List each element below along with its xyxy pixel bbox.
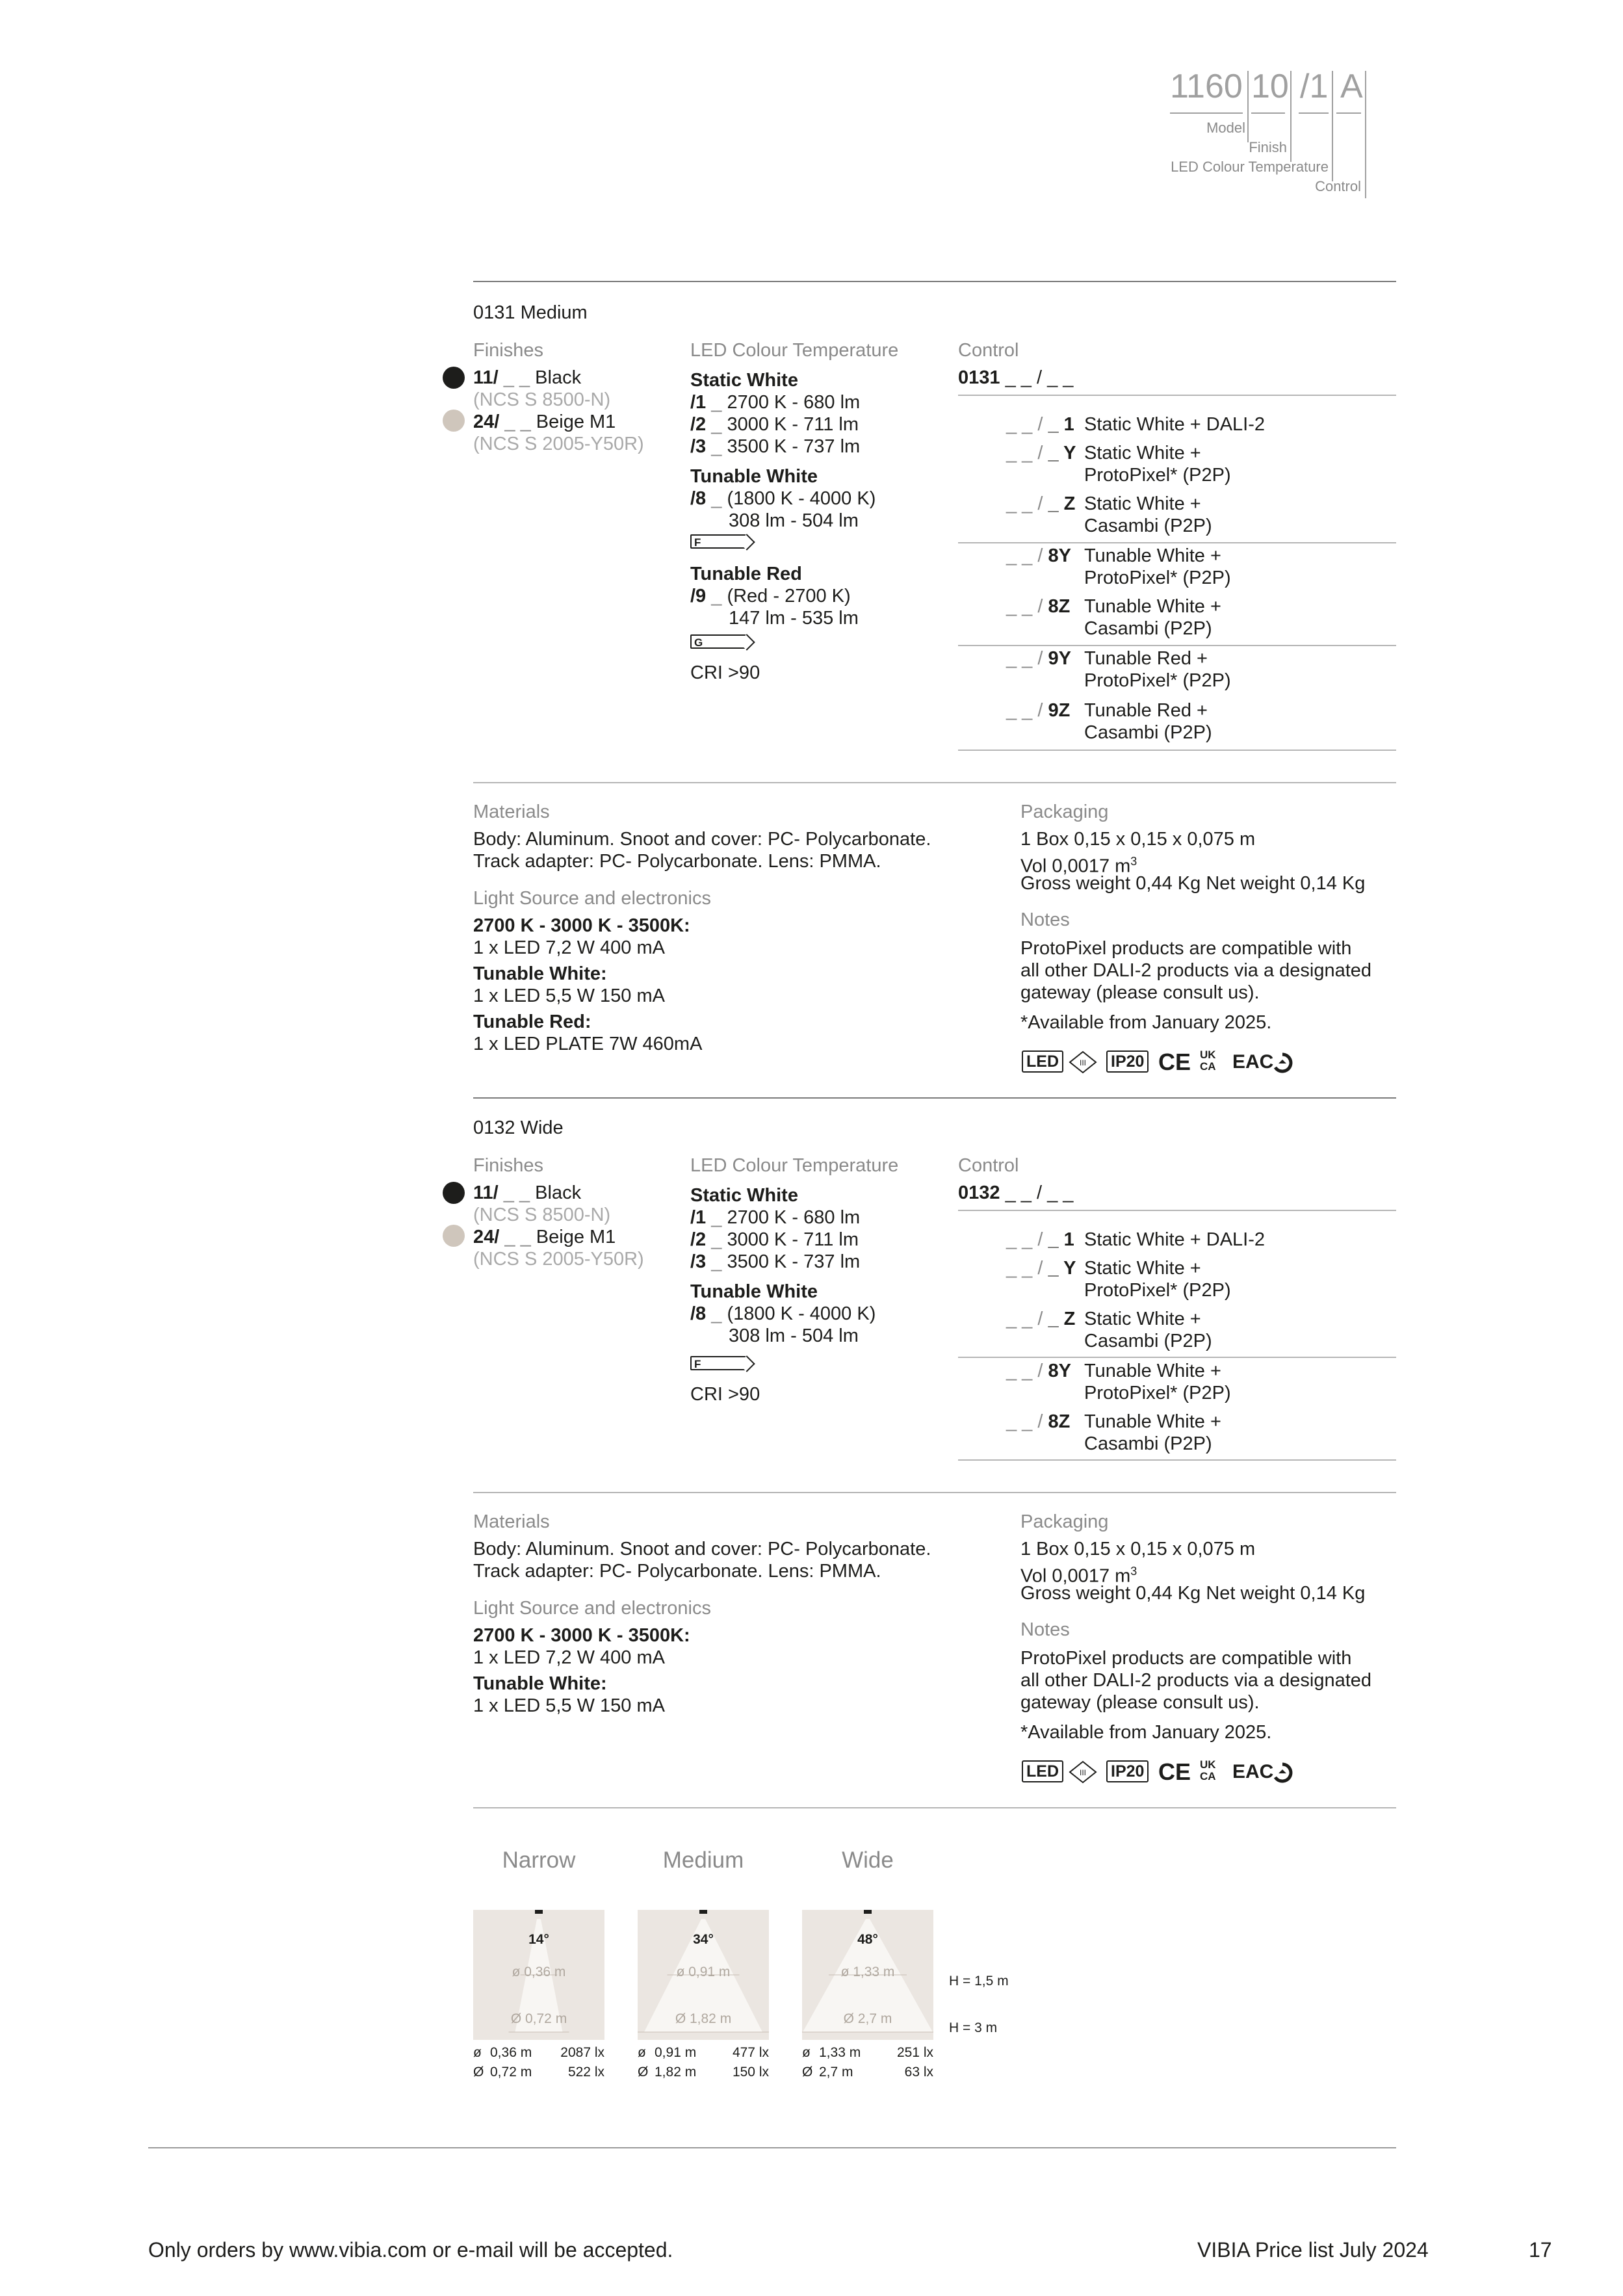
packaging-box: 1 Box 0,15 x 0,15 x 0,075 m [1020,1539,1256,1559]
beam-diameter-1: ø 0,91 m [676,1964,731,1979]
materials-heading: Materials [473,802,550,822]
finish-ncs: (NCS S 2005-Y50R) [473,1249,644,1270]
packaging-box: 1 Box 0,15 x 0,15 x 0,075 m [1020,829,1256,850]
finishes-heading: Finishes [473,1155,543,1176]
light-source-value: 1 x LED 5,5 W 150 mA [473,985,665,1006]
tunable-red-heading: Tunable Red [690,564,802,584]
finish-ncs: (NCS S 8500-N) [473,1205,611,1225]
packaging-heading: Packaging [1020,1511,1109,1532]
eac-mark-icon: EAC [1232,1051,1274,1073]
control-option-label: ProtoPixel* (P2P) [1084,567,1231,588]
control-option-label: ProtoPixel* (P2P) [1084,1280,1231,1301]
section2-title: 0132 Wide [473,1117,564,1138]
recycle-icon [1271,1052,1293,1074]
control-heading: Control [958,340,1019,361]
led-option: /8 _ (1800 K - 4000 K) [690,1303,876,1324]
svg-text:III: III [1079,1058,1087,1067]
light-source-value: 1 x LED 7,2 W 400 mA [473,937,665,958]
certification-icons [1020,1759,1306,1788]
static-white-heading: Static White [690,1185,798,1206]
light-source-label: 2700 K - 3000 K - 3500K: [473,915,690,936]
finish-ncs: (NCS S 2005-Y50R) [473,434,644,454]
beam-lux-diameter: 0,36 m [490,2045,532,2060]
light-source-label: Tunable Red: [473,1011,591,1032]
label-control: Control [1315,178,1361,194]
led-lumen: 308 lm - 504 lm [729,510,859,531]
notes-heading: Notes [1020,1619,1070,1640]
finish-swatch-black [443,367,465,389]
beam-diameter-2: Ø 1,82 m [675,2011,732,2026]
finish-option: 11/ _ _ Black [473,1182,582,1203]
beam-lux-diameter: 0,91 m [655,2045,697,2060]
led-lumen: 147 lm - 535 lm [729,608,859,629]
notes-text: ProtoPixel products are compatible with [1020,938,1352,959]
led-option: /2 _ 3000 K - 711 lm [690,414,859,435]
beam-angle: 34° [693,1932,714,1947]
svg-text:III: III [1079,1768,1087,1777]
notes-text: ProtoPixel products are compatible with [1020,1648,1352,1669]
control-option-label: Static White + DALI-2 [1084,414,1266,435]
model-code: 1160 [1170,68,1243,105]
packaging-weight: Gross weight 0,44 Kg Net weight 0,14 Kg [1020,873,1366,894]
control-option-label: Static White + [1084,1258,1201,1279]
light-source-value: 1 x LED 7,2 W 400 mA [473,1647,665,1668]
availability-note: *Available from January 2025. [1020,1722,1272,1743]
page-number: 17 [1529,2238,1552,2262]
control-code: 0132 _ _ / _ _ [958,1182,1074,1203]
beam-name: Medium [662,1847,744,1873]
beam-diameter-2: Ø 2,7 m [843,2011,892,2026]
control-code: A [1340,68,1363,105]
label-model: Model [1206,120,1245,136]
control-option-label: Static White + [1084,493,1201,514]
tunable-white-heading: Tunable White [690,1281,818,1302]
beam-lux-value: 2087 lx [560,2045,604,2060]
energy-class-badge: F [690,534,746,549]
beam-angle: 14° [528,1932,549,1947]
control-option-label: ProtoPixel* (P2P) [1084,1383,1231,1403]
led-code: /1 [1300,68,1329,105]
footer-orders-note: Only orders by www.vibia.com or e-mail will be accepted. [148,2238,673,2262]
cri-value: CRI >90 [690,1384,760,1405]
finish-swatch-beige [443,1225,465,1247]
control-option-label: Tunable Red + [1084,648,1208,669]
light-source-label: 2700 K - 3000 K - 3500K: [473,1625,690,1646]
beam-diameter-1: ø 0,36 m [512,1964,566,1979]
notes-text: gateway (please consult us). [1020,982,1260,1003]
ip20-cert-icon: IP20 [1106,1760,1149,1782]
beam-name: Wide [842,1847,894,1873]
finish-option: 11/ _ _ Black [473,367,582,388]
led-option: /1 _ 2700 K - 680 lm [690,1207,861,1228]
energy-class-badge: F [690,1356,746,1370]
control-option-label: Tunable White + [1084,1411,1221,1432]
control-option-label: Static White + DALI-2 [1084,1229,1266,1250]
section1-title: 0131 Medium [473,302,588,323]
beam-lux-symbol: Ø [802,2065,813,2080]
control-option-label: Casambi (P2P) [1084,618,1212,639]
beam-lux-symbol: ø [473,2045,482,2060]
control-option-label: ProtoPixel* (P2P) [1084,465,1231,486]
control-option-label: Static White + [1084,443,1201,463]
led-heading: LED Colour Temperature [690,1155,899,1176]
class-iii-icon [1069,1760,1097,1784]
beam-lux-value: 522 lx [567,2065,604,2080]
packaging-volume: Vol 0,0017 $m^3$ [1020,855,1137,877]
beam-lux-diameter: 0,72 m [490,2065,532,2080]
finish-code: 10 [1251,68,1289,105]
control-option-label: Static White + [1084,1309,1201,1329]
led-option: /2 _ 3000 K - 711 lm [690,1229,859,1250]
static-white-heading: Static White [690,370,798,391]
finish-swatch-black [443,1182,465,1204]
recycle-icon [1271,1762,1293,1784]
packaging-weight: Gross weight 0,44 Kg Net weight 0,14 Kg [1020,1583,1366,1604]
led-option: /9 _ (Red - 2700 K) [690,586,851,607]
light-source-value: 1 x LED 5,5 W 150 mA [473,1695,665,1716]
materials-text: Track adapter: PC- Polycarbonate. Lens: PMMA. [473,851,881,872]
led-option: /1 _ 2700 K - 680 lm [690,392,861,413]
energy-class-badge: G [690,634,746,649]
beam-diameter-2: Ø 0,72 m [510,2011,567,2026]
control-option-label: Tunable White + [1084,545,1221,566]
label-finish: Finish [1249,139,1287,155]
led-option: /3 _ 3500 K - 737 lm [690,436,861,457]
beam-lux-value: 150 lx [732,2065,769,2080]
led-cert-icon: LED [1022,1050,1063,1073]
notes-heading: Notes [1020,909,1070,930]
height-label: H = 1,5 m [949,1974,1009,1989]
led-option: /8 _ (1800 K - 4000 K) [690,488,876,509]
light-source-value: 1 x LED PLATE 7W 460mA [473,1034,703,1054]
beam-lux-diameter: 2,7 m [819,2065,853,2080]
finish-ncs: (NCS S 8500-N) [473,389,611,410]
light-source-heading: Light Source and electronics [473,1598,711,1619]
materials-text: Track adapter: PC- Polycarbonate. Lens: PMMA. [473,1561,881,1582]
ce-mark-icon: CE [1158,1758,1191,1785]
certification-icons [1020,1049,1306,1078]
packaging-heading: Packaging [1020,802,1109,822]
finish-swatch-beige [443,410,465,432]
control-option-label: Casambi (P2P) [1084,722,1212,743]
beam-lux-value: 251 lx [896,2045,933,2060]
eac-mark-icon: EAC [1232,1761,1274,1782]
packaging-volume: Vol 0,0017 $m^3$ [1020,1565,1137,1587]
control-option-label: Tunable White + [1084,1361,1221,1381]
class-iii-icon [1069,1050,1097,1074]
control-option-label: Tunable White + [1084,596,1221,617]
light-source-heading: Light Source and electronics [473,888,711,909]
ce-mark-icon: CE [1158,1049,1191,1075]
label-led: LED Colour Temperature [1171,159,1329,175]
notes-text: gateway (please consult us). [1020,1692,1260,1713]
tunable-white-heading: Tunable White [690,466,818,487]
led-lumen: 308 lm - 504 lm [729,1325,859,1346]
led-heading: LED Colour Temperature [690,340,899,361]
light-source-label: Tunable White: [473,1673,607,1694]
beam-lux-value: 477 lx [732,2045,769,2060]
notes-text: all other DALI-2 products via a designated [1020,960,1372,981]
led-cert-icon: LED [1022,1760,1063,1782]
ukca-mark-icon: UK CA [1200,1049,1216,1073]
beam-lux-value: 63 lx [904,2065,933,2080]
beam-diameter-1: ø 1,33 m [840,1964,895,1979]
ip20-cert-icon: IP20 [1106,1050,1149,1073]
materials-heading: Materials [473,1511,550,1532]
beam-lux-symbol: ø [638,2045,646,2060]
footer-brand: VIBIA Price list July 2024 [1197,2238,1429,2262]
notes-text: all other DALI-2 products via a designated [1020,1670,1372,1691]
beam-lux-symbol: ø [802,2045,811,2060]
control-heading: Control [958,1155,1019,1176]
control-option-label: Casambi (P2P) [1084,1433,1212,1454]
materials-text: Body: Aluminum. Snoot and cover: PC- Polycarbonate. [473,1539,931,1559]
model-code-legend [1163,62,1391,198]
height-label: H = 3 m [949,2020,998,2035]
control-option-label: ProtoPixel* (P2P) [1084,670,1231,691]
control-code: 0131 _ _ / _ _ [958,367,1074,388]
control-option-label: Casambi (P2P) [1084,515,1212,536]
beam-lux-diameter: 1,82 m [655,2065,697,2080]
finishes-heading: Finishes [473,340,543,361]
cri-value: CRI >90 [690,662,760,683]
beam-lux-diameter: 1,33 m [819,2045,861,2060]
led-option: /3 _ 3500 K - 737 lm [690,1251,861,1272]
beam-lux-symbol: Ø [638,2065,649,2080]
beam-lux-symbol: Ø [473,2065,484,2080]
beam-name: Narrow [502,1847,576,1873]
light-source-label: Tunable White: [473,963,607,984]
finish-option: 24/ _ _ Beige M1 [473,411,616,432]
beam-angle: 48° [857,1932,878,1947]
materials-text: Body: Aluminum. Snoot and cover: PC- Polycarbonate. [473,829,931,850]
finish-option: 24/ _ _ Beige M1 [473,1227,616,1247]
ukca-mark-icon: UK CA [1200,1758,1216,1782]
control-option-label: Tunable Red + [1084,700,1208,721]
control-option-label: Casambi (P2P) [1084,1331,1212,1351]
availability-note: *Available from January 2025. [1020,1012,1272,1033]
